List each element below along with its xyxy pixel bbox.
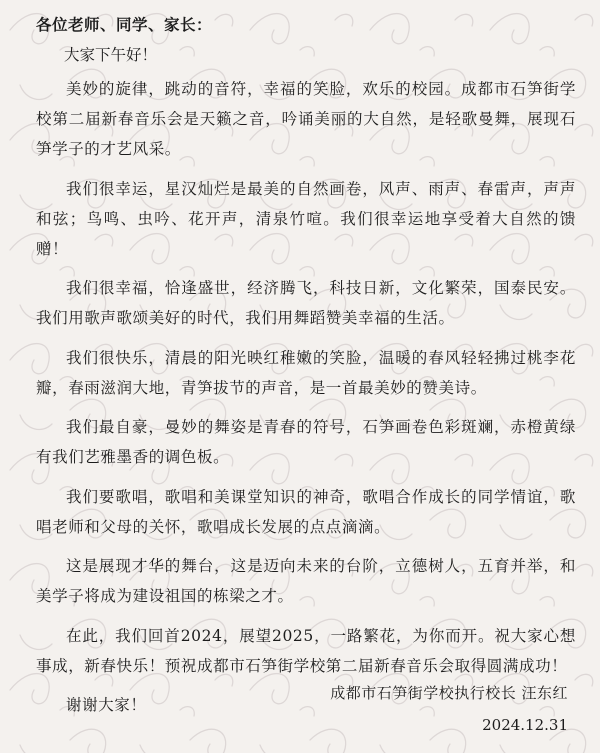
letter-body: [36, 74, 576, 730]
paragraph-closing: 谢谢大家！: [66, 696, 147, 714]
salutation: 各位老师、同学、家长：: [36, 15, 213, 34]
greeting: 大家下午好！: [64, 46, 158, 64]
date: 2024.12.31: [482, 716, 568, 734]
signature: 成都市石笋街学校执行校长 汪东红: [330, 684, 568, 702]
paragraph: 这是展现才华的舞台，这是迈向未来的台阶，立德树人，五育并举，和美学子将成为建设祖国的栋梁之才。: [36, 557, 576, 605]
paragraph: 在此，我们回首2024，展望2025，一路繁花，为你而开。祝大家心想事成，新春快乐！预祝成都市石笋街学校第二届新春音乐会取得圆满成功！: [36, 626, 576, 675]
paragraph: 我们很幸福，恰逢盛世，经济腾飞，科技日新，文化繁荣，国泰民安。我们用歌声歌颂美好的时代，我们用舞蹈赞美幸福的生活。: [36, 279, 576, 327]
paragraph: 我们最自豪，曼妙的舞姿是青春的符号，石笋画卷色彩斑斓，赤橙黄绿有我们艺雅墨香的调色板。: [36, 418, 576, 466]
paragraph: 美妙的旋律，跳动的音符，幸福的笑脸，欢乐的校园。成都市石笋街学校第二届新春音乐会是天籁之音，吟诵美丽的大自然，是轻歌曼舞，展现石笋学子的才艺风采。: [36, 80, 576, 158]
paragraph: 我们要歌唱，歌唱和美课堂知识的神奇，歌唱合作成长的同学情谊，歌唱老师和父母的关怀，歌唱成长发展的点点滴滴。: [36, 487, 576, 536]
paragraph: 我们很快乐，清晨的阳光映红稚嫩的笑脸，温暖的春风轻轻拂过桃李花瓣，春雨滋润大地，青笋拔节的声音，是一首最美妙的赞美诗。: [36, 348, 576, 397]
paragraph: 我们很幸运，星汉灿烂是最美的自然画卷，风声、雨声、春雷声，声声和弦；鸟鸣、虫吟、花开声，清泉竹喧。我们很幸运地享受着大自然的馈赠！: [36, 179, 576, 258]
